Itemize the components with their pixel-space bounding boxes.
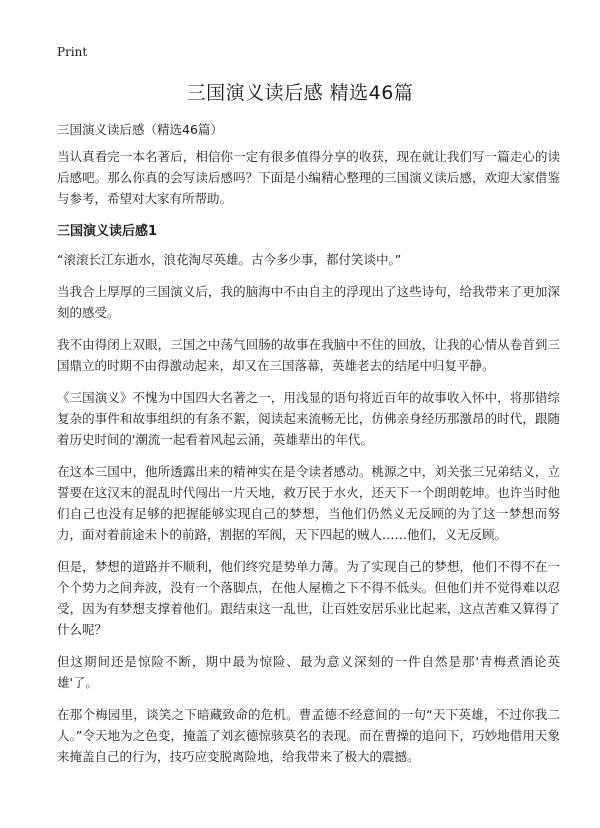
paragraph: 但这期间还是惊险不断，期中最为惊险、最为意义深刻的一件自然是那'青梅煮酒论英雄'了。 <box>57 654 560 690</box>
subtitle: 三国演义读后感（精选46篇） <box>57 122 223 137</box>
article-body <box>57 146 560 778</box>
paragraph: 我不由得闭上双眼，三国之中荡气回肠的故事在我脑中不住的回放，让我的心情从卷首到三国鼎立的时期不由得激动起来，却又在三国落幕，英雄老去的结尾中归复平静。 <box>57 337 560 373</box>
print-link[interactable]: Print <box>57 45 88 59</box>
paragraph: 当我合上厚厚的三国演义后，我的脑海中不由自主的浮现出了这些诗句，给我带来了更加深刻的感受。 <box>57 284 560 320</box>
paragraph: 《三国演义》不愧为中国四大名著之一，用浅显的语句将近百年的故事收入怀中，将那错综复杂的事件和故事组织的有条不絮，阅读起来流畅无比，仿佛亲身经历那激昂的时代，跟随着历史时间的'潮流一起看着风起云涌，英雄辈出的年代。 <box>57 390 560 447</box>
paragraph: 在那个梅园里，谈笑之下暗藏致命的危机。曹孟德不经意间的一句“天下英雄，不过你我二人。”令天地为之色变，掩盖了刘玄德惊骇莫名的表现。而在曹操的追问下，巧妙地借用天象来掩盖自己的行为，技巧应变脱离险地，给我带来了极大的震撼。 <box>57 707 560 764</box>
paragraph: 但是，梦想的道路并不顺利，他们终究是势单力薄。为了实现自己的梦想，他们不得不在一个个势力之间奔波，没有一个落脚点，在他人屋檐之下不得不低头。但他们并不觉得难以忍受，因为有梦想支撑着他们。跟结束这一乱世，让百姓安居乐业比起来，这点苦难又算得了什么呢？ <box>57 559 560 637</box>
paragraph: “滚滚长江东逝水，浪花淘尽英雄。古今多少事，都付笑谈中。” <box>57 252 402 267</box>
intro-paragraph: 当认真看完一本名著后，相信你一定有很多值得分享的收获，现在就让我们写一篇走心的读后感吧。那么你真的会写读后感吗？下面是小编精心整理的三国演义读后感，欢迎大家借鉴与参考，希望对大家有所帮助。 <box>57 149 560 206</box>
paragraph: 在这本三国中，他所透露出来的精神实在是令读者感动。桃源之中，刘关张三兄弟结义，立誓要在这汉末的混乱时代闯出一片天地，救万民于水火，还天下一个朗朗乾坤。也许当时他们自己也没有足够的把握能够实现自己的梦想，当他们仍然义无反顾的为了这一梦想而努力，面对着前途未卜的前路，割据的军阀，天下四起的贼人……他们，义无反顾。 <box>57 464 560 542</box>
section-heading: 三国演义读后感1 <box>57 224 158 239</box>
page-title: 三国演义读后感 精选46篇 <box>186 82 414 104</box>
